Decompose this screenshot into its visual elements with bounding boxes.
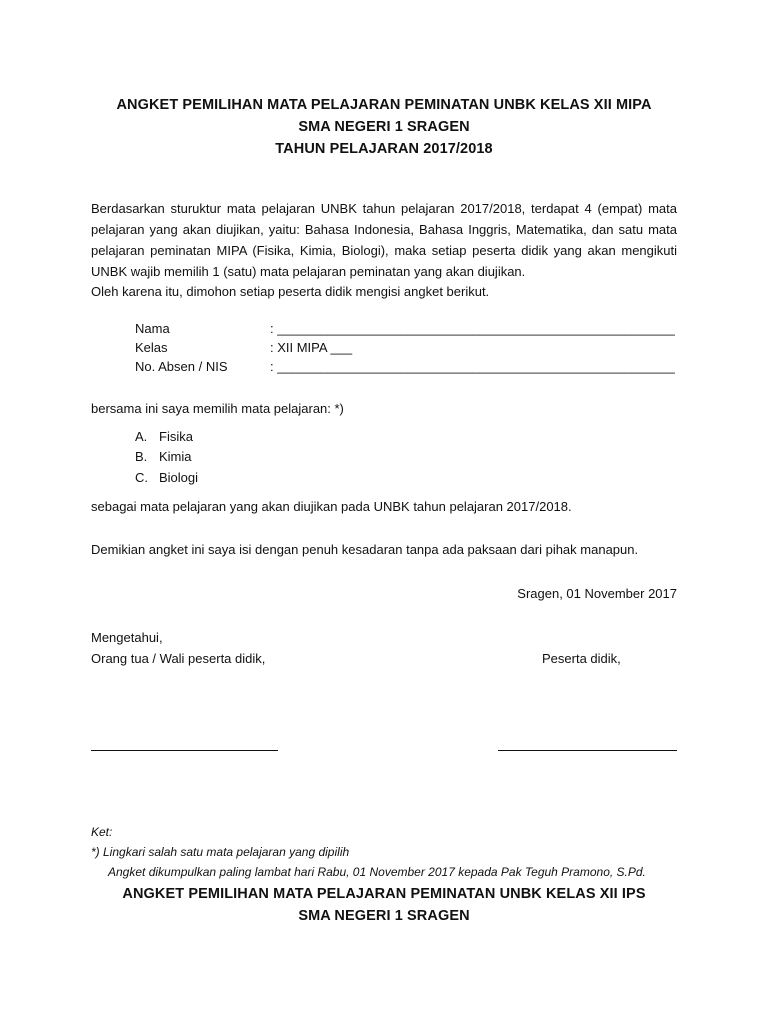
student-signature-label: Peserta didik, [542,651,621,666]
field-label-nama: Nama [135,321,170,336]
option-kimia: Kimia [159,449,192,464]
parent-signature-label: Orang tua / Wali peserta didik, [91,651,266,666]
intro-instruction: Oleh karena itu, dimohon setiap peserta didik mengisi angket berikut. [91,284,490,299]
field-label-absen: No. Absen / NIS [135,359,228,374]
parent-signature-line [91,750,278,751]
choice-lead: bersama ini saya memilih mata pelajaran: *) [91,401,344,416]
field-label-kelas: Kelas [135,340,168,355]
doc-title-line2: SMA NEGERI 1 SRAGEN [298,119,470,135]
doc-title-line1: ANGKET PEMILIHAN MATA PELAJARAN PEMINATAN UNBK KELAS XII MIPA [116,97,652,113]
option-letter-c: C. [135,470,148,485]
option-biologi: Biologi [159,470,199,485]
option-fisika: Fisika [159,429,193,444]
next-form-title-line2: SMA NEGERI 1 SRAGEN [298,908,470,924]
note-circle-choice: *) Lingkari salah satu mata pelajaran yang dipilih [91,845,350,859]
intro-paragraph: Berdasarkan sturuktur mata pelajaran UNBK tahun pelajaran 2017/2018, terdapat 4 (empat) mata pelajaran yang akan diujikan, yaitu: Bahasa Indonesia, Bahasa Inggris, Matematika, dan satu mata pelajaran peminatan MIPA (Fisika, Kimia, Biologi), maka setiap peserta didik yang akan mengikuti UNBK wajib memilih 1 (satu) mata pelajaran peminatan yang akan diujikan. [91,201,677,279]
field-value-nama: : _______________________________________________________ [270,321,675,336]
next-form-title-line1: ANGKET PEMILIHAN MATA PELAJARAN PEMINATAN UNBK KELAS XII IPS [122,886,646,902]
option-letter-b: B. [135,449,148,464]
option-letter-a: A. [135,429,148,444]
student-signature-line [498,750,677,751]
note-deadline: Angket dikumpulkan paling lambat hari Rabu, 01 November 2017 kepada Pak Teguh Pramono, S.Pd. [108,865,646,879]
acknowledged-label: Mengetahui, [91,630,163,645]
choice-after: sebagai mata pelajaran yang akan diujikan pada UNBK tahun pelajaran 2017/2018. [91,499,572,514]
notes-heading: Ket: [91,825,113,839]
doc-title-line3: TAHUN PELAJARAN 2017/2018 [275,141,493,157]
field-value-kelas: : XII MIPA ___ [270,340,353,355]
place-date: Sragen, 01 November 2017 [517,586,677,601]
field-value-absen: : _______________________________________________________ [270,359,675,374]
closing-statement: Demikian angket ini saya isi dengan penuh kesadaran tanpa ada paksaan dari pihak manapun. [91,542,639,557]
